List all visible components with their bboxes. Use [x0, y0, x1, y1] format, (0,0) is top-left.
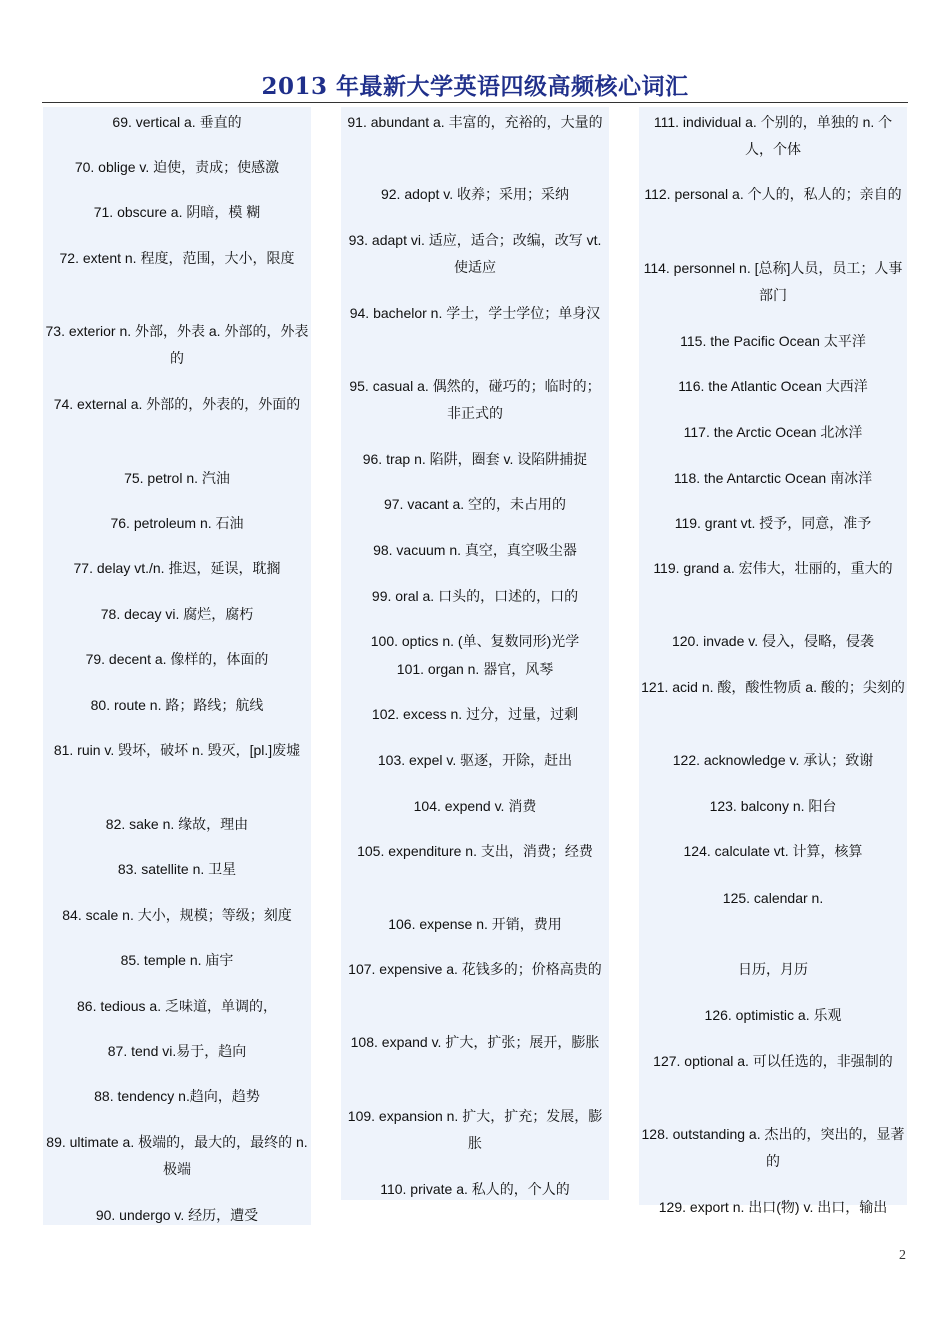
vocab-entry: 72. extent n. 程度，范围，大小，限度: [59, 250, 295, 266]
vocab-entry: 81. ruin v. 毁坏，破坏 n. 毁灭，[pl.]废墟: [53, 742, 301, 758]
vocabulary-column-3: [639, 107, 907, 1215]
vocab-entry: 119. grant vt. 授予，同意，准予: [674, 515, 872, 531]
vocab-entry: 116. the Atlantic Ocean 大西洋: [678, 378, 868, 394]
vocab-entry: 120. invade v. 侵入，侵略，侵袭: [671, 633, 875, 649]
vocab-entry: 109. expansion n. 扩大，扩充；发展，膨胀: [347, 1108, 603, 1151]
vocab-entry: 102. excess n. 过分，过量，过剩: [371, 706, 579, 722]
title-divider: [42, 102, 908, 103]
vocab-entry: 122. acknowledge v. 承认；致谢: [672, 752, 874, 768]
vocab-entry: 126. optimistic a. 乐观: [704, 1007, 842, 1023]
vocab-entry: 114. personnel n. [总称]人员，员工；人事部门: [643, 260, 903, 303]
vocab-entry: 76. petroleum n. 石油: [110, 515, 244, 531]
vocab-entry: 97. vacant a. 空的，未占用的: [383, 496, 567, 512]
vocab-entry: 129. export n. 出口(物) v. 出口，输出: [658, 1199, 888, 1215]
vocab-entry: 110. private a. 私人的，个人的: [380, 1181, 570, 1197]
vocab-entry: 78. decay vi. 腐烂，腐朽: [100, 606, 254, 622]
vocab-entry: 119. grand a. 宏伟大，壮丽的，重大的: [653, 560, 893, 576]
vocab-entry: 95. casual a. 偶然的，碰巧的；临时的；非正式的: [349, 378, 601, 421]
vocab-entry: 日历，月历: [738, 961, 808, 977]
vocab-entry: 124. calculate vt. 计算，核算: [683, 843, 863, 859]
page-number: 2: [899, 1248, 906, 1263]
vocab-entry: 123. balcony n. 阳台: [709, 798, 837, 814]
vocab-entry: 127. optional a. 可以任选的，非强制的: [653, 1053, 893, 1069]
vocab-entry: 107. expensive a. 花钱多的；价格高贵的: [348, 961, 602, 977]
vocab-entry: 88. tendency n.趋向，趋势: [94, 1088, 260, 1104]
vocab-entry: 87. tend vi.易于，趋向: [107, 1043, 247, 1059]
vocab-entry: 80. route n. 路；路线；航线: [90, 697, 264, 713]
vocab-entry: 89. ultimate a. 极端的，最大的，最终的 n. 极端: [46, 1134, 308, 1177]
vocabulary-column-2: [341, 107, 609, 1200]
vocab-entry: 83. satellite n. 卫星: [117, 861, 237, 877]
vocab-entry: 118. the Antarctic Ocean 南冰洋: [673, 470, 873, 486]
vocab-entry: 69. vertical a. 垂直的: [112, 114, 242, 130]
vocab-entry: 79. decent a. 像样的，体面的: [85, 651, 269, 667]
vocab-entry: 91. abundant a. 丰富的，充裕的，大量的: [347, 114, 603, 130]
vocab-entry: 86. tedious a. 乏味道，单调的，: [77, 998, 277, 1014]
vocab-entry: 98. vacuum n. 真空，真空吸尘器: [373, 542, 577, 558]
vocab-entry: 85. temple n. 庙宇: [120, 952, 234, 968]
vocab-entry: 93. adapt vi. 适应，适合；改编，改写 vt. 使适应: [348, 232, 602, 275]
vocab-entry: 82. sake n. 缘故，理由: [105, 816, 249, 832]
vocab-entry: 111. individual a. 个别的，单独的 n. 个人，个体: [653, 114, 893, 157]
vocab-entry: 90. undergo v. 经历，遭受: [95, 1207, 259, 1223]
vocab-entry: 104. expend v. 消费: [413, 798, 537, 814]
vocab-entry: 71. obscure a. 阴暗，模 糊: [93, 204, 261, 220]
vocab-entry: 115. the Pacific Ocean 太平洋: [680, 333, 866, 349]
vocab-entry: 125. calendar n.: [722, 890, 824, 906]
vocab-entry: 108. expand v. 扩大，扩张；展开，膨胀: [350, 1034, 600, 1050]
vocab-entry: 84. scale n. 大小，规模；等级；刻度: [62, 907, 292, 923]
vocab-entry: 112. personal a. 个人的，私人的；亲自的: [644, 186, 902, 202]
vocab-entry: 128. outstanding a. 杰出的，突出的，显著的: [641, 1126, 905, 1169]
vocabulary-column-1: [43, 107, 311, 1225]
vocab-entry: 100. optics n. (单、复数同形)光学: [370, 633, 580, 649]
vocab-entry: 74. external a. 外部的，外表的，外面的: [53, 396, 301, 412]
vocab-entry: 92. adopt v. 收养；采用；采纳: [380, 186, 569, 202]
vocab-entry: 105. expenditure n. 支出，消费；经费: [357, 843, 593, 859]
vocab-entry: 77. delay vt./n. 推迟，延误，耽搁: [73, 560, 281, 576]
vocab-entry: 103. expel v. 驱逐，开除，赶出: [377, 752, 573, 768]
vocab-entry: 70. oblige v. 迫使，责成；使感激: [74, 159, 280, 175]
vocab-entry: 99. oral a. 口头的，口述的，口的: [371, 588, 579, 604]
vocab-entry: 106. expense n. 开销，费用: [388, 916, 562, 932]
page-title: 2013 年最新大学英语四级高频核心词汇: [261, 73, 689, 100]
vocab-entry: 94. bachelor n. 学士，学士学位；单身汉: [349, 305, 601, 321]
vocab-entry: 75. petrol n. 汽油: [124, 470, 230, 486]
vocab-entry: 117. the Arctic Ocean 北冰洋: [683, 424, 863, 440]
vocab-entry: 96. trap n. 陷阱，圈套 v. 设陷阱捕捉: [362, 451, 588, 467]
vocab-entry: 73. exterior n. 外部，外表 a. 外部的，外表的: [45, 323, 309, 366]
vocab-entry: 121. acid n. 酸，酸性物质 a. 酸的；尖刻的: [641, 679, 905, 695]
vocab-entry: 101. organ n. 器官，风琴: [396, 661, 554, 677]
